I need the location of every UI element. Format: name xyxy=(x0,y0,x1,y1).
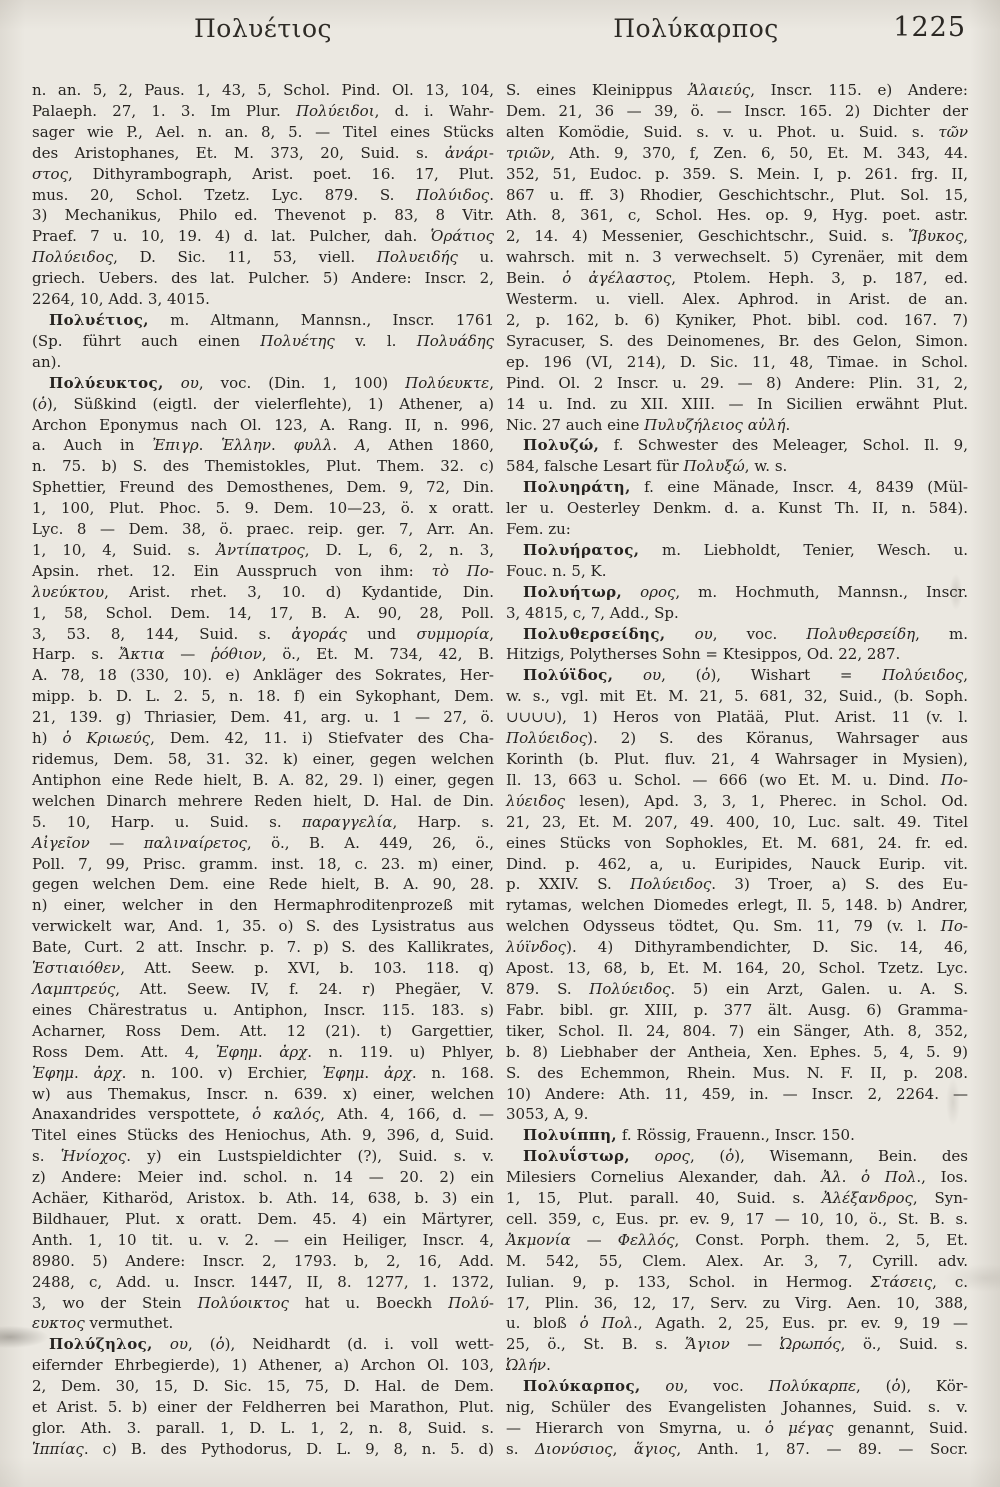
text-line: 25, ö., St. B. s. Ἅγιον — Ὠρωπός, ö., Suid. s. xyxy=(506,1335,968,1354)
text-line: Dem. 21, 36 — 39, ö. — Inscr. 165. 2) Dichter der xyxy=(506,101,968,120)
text-line: tiker, Schol. Il. 24, 804. 7) ein Sänger, Ath. 8, 352, xyxy=(506,1021,968,1040)
greek-text: ὁ xyxy=(215,1335,225,1354)
text-line: A. 78, 18 (330, 10). e) Ankläger des Sokrates, Her- xyxy=(32,666,494,685)
text-line: 21, 23, Et. M. 207, 49. 400, 10, Luc. salt. 49. Titel xyxy=(506,812,968,831)
text-line: Πολύϊδος, ου, (ὁ), Wishart = Πολύειδος, xyxy=(523,666,968,685)
text-line: wahrsch. mit n. 3 verwechselt. 5) Cyrenäer, mit dem xyxy=(506,248,968,267)
dictionary-entry xyxy=(506,1146,968,1376)
text-line: griech. Uebers. des lat. Pulcher. 5) Andere: Inscr. 2, xyxy=(32,269,494,288)
text-line: 584, falsche Lesart für Πολυξώ, w. s. xyxy=(506,457,788,476)
entry-continuation xyxy=(506,80,968,435)
text-line: S. des Echemmon, Rhein. Mus. N. F. II, p. 208. xyxy=(506,1063,968,1082)
entry-headword: Πολυέτιος, xyxy=(49,310,149,329)
greek-text: Στάσεις xyxy=(870,1272,933,1291)
greek-text: Πο xyxy=(940,917,963,936)
greek-text: Πολύ xyxy=(448,1293,489,1312)
text-line: στος, Dithyrambograph, Arist. poet. 16. 17, Plut. xyxy=(32,164,494,183)
greek-text: Ἴβυκος xyxy=(907,227,964,246)
greek-text: Ἐφημ xyxy=(215,1042,258,1061)
text-line: Ross Dem. Att. 4, Ἐφημ. ἀρχ. n. 119. u) Phlyer, xyxy=(32,1042,494,1061)
dictionary-entry xyxy=(506,582,968,624)
greek-text: Αἰγεῖον xyxy=(32,833,90,852)
greek-text: αὐλή xyxy=(747,415,786,434)
dictionary-entry xyxy=(506,540,968,582)
greek-text: Πολύιδος xyxy=(416,185,490,204)
text-line: Πολυίππη, f. Rössig, Frauenn., Inscr. 150. xyxy=(523,1126,855,1145)
text-line: alten Komödie, Suid. s. v. u. Phot. u. Suid. s. τῶν xyxy=(506,122,968,141)
greek-text: Ἡνίοχος xyxy=(60,1147,127,1166)
text-line: mipp. b. D. L. 2. 5, n. 18. f) ein Sykophant, Dem. xyxy=(32,687,494,706)
text-line: nig, Schüler des Evangelisten Johannes, Suid. s. v. xyxy=(506,1398,968,1417)
text-line: Bate, Curt. 2 att. Inschr. p. 7. p) S. des Kallikrates, xyxy=(32,938,494,957)
text-line: 17, Plin. 36, 12, 17, Serv. zu Virg. Aen. 10, 388, xyxy=(506,1293,968,1312)
text-line: — Hierarch von Smyrna, u. ὁ μέγας genannt, Suid. xyxy=(506,1419,968,1437)
text-line: Il. 13, 663 u. Schol. — 666 (wo Et. M. u. Dind. Πο- xyxy=(506,770,968,789)
entry-headword: Πολύευκτος, xyxy=(49,373,164,392)
text-line: Sphettier, Freund des Demosthenes, Dem. 9, 72, Din. xyxy=(32,478,494,497)
greek-text: παλιναίρετος xyxy=(143,833,247,852)
greek-text: ὁ xyxy=(701,666,711,685)
entry-headword: Πολύϊδος, xyxy=(523,666,614,685)
greek-text: Ἐφημ xyxy=(322,1063,365,1082)
text-line: Λαμπτρεύς, Att. Seew. IV, f. 24. r) Phegäer, V. xyxy=(32,979,494,998)
greek-text: λύϊνδος xyxy=(506,938,567,957)
greek-text: ου xyxy=(169,1335,188,1354)
text-line: Πολυηράτη, f. eine Mänade, Inscr. 4, 8439 (Mül- xyxy=(523,478,968,497)
entry-headword: Πολυθερσείδης, xyxy=(523,624,666,643)
entry-headword: Πολύκαρπος, xyxy=(523,1377,641,1396)
entry-headword: Πολυζώ, xyxy=(523,436,600,455)
greek-text: ορος xyxy=(654,1147,690,1166)
greek-text: συμμορία xyxy=(416,624,490,643)
text-line: n) einer, welcher in den Hermaphroditenprozeß mit xyxy=(32,896,494,915)
greek-text: Πολυειδής xyxy=(376,248,458,267)
text-line: 2488, c, Add. u. Inscr. 1447, II, 8. 1277, 1. 1372, xyxy=(32,1272,494,1291)
text-line: Αἰγεῖον — παλιναίρετος, ö., B. A. 449, 26, ö., xyxy=(32,833,494,852)
text-line: Anth. 1, 10 tit. u. v. 2. — ein Heiliger, Inscr. 4, xyxy=(32,1230,494,1249)
greek-text: Α xyxy=(354,436,366,455)
greek-text: ῥόθιον xyxy=(210,645,262,664)
greek-text: λυεύκτου xyxy=(32,582,105,601)
text-line: glor. Ath. 3. parall. 1, D. L. 1, 2, n. 8, Suid. s. xyxy=(32,1419,494,1437)
text-line: Ἑστιαιόθεν, Att. Seew. p. XVI, b. 103. 118. q) xyxy=(32,959,494,978)
greek-text: Διονύσιος xyxy=(535,1439,613,1458)
text-line: mus. 20, Schol. Tzetz. Lyc. 879. S. Πολύιδος. xyxy=(32,185,494,204)
dictionary-entry xyxy=(506,1125,968,1146)
text-line: eines Stücks von Sophokles, Et. M. 681, 24. fr. ed. xyxy=(506,833,968,852)
text-line: 879. S. Πολύειδος. 5) ein Arzt, Galen. u. A. S. xyxy=(506,979,968,998)
text-line: Ath. 8, 361, c, Schol. Hes. op. 9, Hyg. poet. astr. xyxy=(506,206,968,225)
text-line: Πολύευκτος, ου, voc. (Din. 1, 100) Πολύευκτε, xyxy=(49,373,494,392)
text-line: (ὁ), Süßkind (eigtl. der vielerflehte), 1) Athener, a) xyxy=(32,394,494,413)
page-number: 1225 xyxy=(893,12,966,43)
text-line: s. Διονύσιος, ἅγιος, Anth. 1, 87. — 89. — Socr. xyxy=(506,1439,968,1458)
text-line: verwickelt war, And. 1, 35. o) S. des Lysistratus aus xyxy=(32,917,494,936)
greek-text: ὁ xyxy=(252,1105,262,1124)
greek-text: Πολύοικτος xyxy=(197,1293,289,1312)
greek-text: ἀρχ xyxy=(279,1042,308,1061)
text-line: a. Auch in Ἐπιγρ. Ἑλλην. φυλλ. Α, Athen 1860, xyxy=(32,436,495,455)
greek-text: Κριωεύς xyxy=(86,729,151,748)
entry-headword: Πολυηράτη, xyxy=(523,478,631,497)
greek-text: Πολύειδος xyxy=(882,666,964,685)
text-line: Lyc. 8 — Dem. 38, ö. praec. reip. ger. 7, Arr. An. xyxy=(32,520,494,539)
greek-text: ἀρχ xyxy=(93,1063,122,1082)
text-line: Bein. ὁ ἀγέλαστος, Ptolem. Heph. 3, p. 187, ed. xyxy=(506,269,968,288)
text-column-right xyxy=(506,80,968,1460)
text-line: z) Andere: Meier ind. schol. n. 14 — 20. 2) ein xyxy=(32,1168,494,1187)
text-line: (Sp. führt auch einen Πολυέτης v. l. Πολυάδης xyxy=(32,331,494,350)
dictionary-entry xyxy=(506,435,968,477)
text-line: Πολύζηλος, ου, (ὁ), Neidhardt (d. i. voll wett- xyxy=(49,1335,494,1354)
greek-text: Πολυξώ xyxy=(683,457,745,476)
text-line: eines Chärestratus u. Antiphon, Inscr. 115. 183. s) xyxy=(32,1000,494,1019)
greek-text: ὁ xyxy=(725,1147,735,1166)
greek-text: Πολύκαρπε xyxy=(768,1377,857,1396)
greek-text: Πολύειδος xyxy=(589,979,671,998)
greek-text: ὁ xyxy=(764,1419,774,1437)
greek-text: Πολύειδος xyxy=(506,729,588,748)
text-line: 3053, A, 9. xyxy=(506,1105,589,1124)
text-line: λύϊνδος). 4) Dithyrambendichter, D. Sic. 14, 46, xyxy=(506,938,968,957)
greek-text: ἀρχ xyxy=(383,1063,412,1082)
text-line: 14 u. Ind. zu XII. XIII. — In Sicilien erwähnt Plut. xyxy=(506,394,968,413)
text-line: Apsin. rhet. 12. Ein Ausspruch von ihm: τὸ Πο- xyxy=(32,561,494,580)
text-line: Praef. 7 u. 10, 19. 4) d. lat. Pulcher, dah. Ὁράτιος xyxy=(32,227,494,246)
text-line: eifernder Ehrbegierde), 1) Athener, a) Archon Ol. 103, xyxy=(32,1356,494,1375)
greek-text: ου xyxy=(180,373,199,392)
greek-text: Πολύειδος xyxy=(630,875,712,894)
greek-text: Ἑλλην xyxy=(221,436,272,455)
greek-text: ὁ xyxy=(62,729,72,748)
greek-text: Πο xyxy=(940,770,963,789)
text-line: 2, Dem. 30, 15, D. Sic. 15, 75, D. Hal. de Dem. xyxy=(32,1377,494,1396)
greek-text: Ἐπιγρ xyxy=(152,436,199,455)
greek-text: ου xyxy=(665,1377,684,1396)
text-line: Πολυέτιος, m. Altmann, Mannsn., Inscr. 1761 xyxy=(49,310,494,329)
text-line: Iulian. 9, p. 133, Schol. in Hermog. Στάσεις, c. xyxy=(506,1272,968,1291)
greek-text: Πολύειδος xyxy=(32,248,114,267)
greek-text: ὁ xyxy=(562,269,572,288)
greek-text: φυλλ xyxy=(293,436,333,455)
text-line: Achäer, Kitharöd, Aristox. b. Ath. 14, 638, b. 3) ein xyxy=(32,1189,494,1208)
greek-text: Ἱππίας xyxy=(32,1439,84,1458)
text-line: h) ὁ Κριωεύς, Dem. 42, 11. i) Stiefvater des Cha- xyxy=(32,729,495,748)
text-line: Πολυήτωρ, ορος, m. Hochmuth, Mannsn., Inscr. xyxy=(523,582,968,601)
greek-text: Ὠρωπός xyxy=(779,1335,841,1354)
greek-text: μέγας xyxy=(788,1419,834,1437)
running-header-left-keyword: Πολυέτιος xyxy=(193,14,333,43)
greek-text: ὁ xyxy=(861,1168,871,1187)
text-column-left xyxy=(32,80,494,1460)
text-line: n. an. 5, 2, Paus. 1, 43, 5, Schol. Pind. Ol. 13, 104, xyxy=(32,81,494,99)
entry-headword: Πολυήτωρ, xyxy=(523,582,623,601)
text-line: Antiphon eine Rede hielt, B. A. 82, 29. l) einer, gegen xyxy=(32,770,494,789)
text-line: Πολυθερσείδης, ου, voc. Πολυθερσείδη, m. xyxy=(523,624,968,643)
text-line: 8980. 5) Andere: Inscr. 2, 1793. b, 2, 16, Add. xyxy=(32,1251,494,1270)
text-line: 3) Mechanikus, Philo ed. Thevenot p. 83, 8 Vitr. xyxy=(32,206,494,225)
text-line: 10) Andere: Ath. 11, 459, in. — Inscr. 2, 2264. — xyxy=(506,1084,968,1103)
greek-text: Πολύειδοι xyxy=(295,101,375,120)
text-line: Ἱππίας. c) B. des Pythodorus, D. L. 9, 8, n. 5. d) xyxy=(32,1439,494,1458)
text-line: et Arist. 5. b) einer der Feldherren bei Marathon, Plut. xyxy=(32,1398,494,1417)
text-line: 2, 14. 4) Messenier, Geschichtschr., Suid. s. Ἴβυκος, xyxy=(506,227,968,246)
text-line: Πολύειδος, D. Sic. 11, 53, viell. Πολυειδής u. xyxy=(32,248,494,267)
text-line: Syracuser, S. des Deinomenes, Br. des Gelon, Simon. xyxy=(506,331,968,350)
greek-text: Ἅγιον xyxy=(685,1335,730,1354)
text-line: 5. 10, Harp. u. Suid. s. παραγγελία, Harp. s. xyxy=(32,812,494,831)
text-line: 1, 10, 4, Suid. s. Ἀντίπατρος, D. L, 6, 2, n. 3, xyxy=(32,540,494,559)
text-line: Fem. zu: xyxy=(506,520,571,539)
dictionary-entry xyxy=(32,310,494,373)
text-line: ep. 196 (VI, 214), D. Sic. 11, 48, Timae. in Schol. xyxy=(506,352,968,371)
text-line: Ἀκμονία — Φελλός, Const. Porph. them. 2, 5, Et. xyxy=(506,1230,968,1249)
text-line: Palaeph. 27, 1. 3. Im Plur. Πολύειδοι, d. i. Wahr- xyxy=(32,101,494,120)
text-line: 1, 100, Plut. Phoc. 5. 9. Dem. 10—23, ö. x oratt. xyxy=(32,499,494,518)
greek-text: Λαμπτρεύς xyxy=(32,979,116,998)
text-line: b. 8) Liebhaber der Antheia, Xen. Ephes. 5, 4, 5. 9) xyxy=(506,1042,968,1061)
text-line: ∪∪∪∪), 1) Heros von Platää, Plut. Arist. 11 (v. l. xyxy=(506,708,968,727)
entry-headword: Πολυήρατος, xyxy=(523,540,640,559)
greek-text: Ἁλαιεύς xyxy=(688,81,751,99)
dictionary-entry xyxy=(32,1334,494,1459)
text-line: Πολυζώ, f. Schwester des Meleager, Schol. Il. 9, xyxy=(523,436,968,455)
text-line: cell. 359, c, Eus. pr. ev. 9, 17 — 10, 10, ö., St. B. s. xyxy=(506,1209,968,1228)
greek-text: ἀνάρι xyxy=(444,143,489,162)
text-line: u. bloß ὁ Πολ., Agath. 2, 25, Eus. pr. ev. 9, 19 — xyxy=(506,1314,969,1333)
text-line: λύειδος lesen), Apd. 3, 3, 1, Pherec. in Schol. Od. xyxy=(506,791,968,810)
text-line: Pind. Ol. 2 Inscr. u. 29. — 8) Andere: Plin. 31, 2, xyxy=(506,373,968,392)
text-line: an). xyxy=(32,352,62,371)
text-line: Fabr. bibl. gr. XIII, p. 377 ält. Ausg. 6) Gramma- xyxy=(506,1000,968,1019)
text-line: 1, 15, Plut. parall. 40, Suid. s. Ἀλέξανδρος, Syn- xyxy=(506,1189,968,1208)
dictionary-entry xyxy=(506,477,968,540)
text-line: n. 75. b) S. des Themistokles, Plut. Them. 32. c) xyxy=(32,457,494,476)
greek-text: ορος xyxy=(640,582,676,601)
greek-text: ου xyxy=(642,666,662,685)
text-line: Ὠλήν. xyxy=(506,1356,551,1375)
dictionary-entry xyxy=(32,373,494,1335)
entry-headword: Πολυΐστωρ, xyxy=(523,1147,630,1166)
dictionary-entry xyxy=(506,624,968,666)
text-line: 21, 139. g) Thriasier, Dem. 41, arg. u. 1 — 27, ö. xyxy=(32,708,494,727)
text-line: 2264, 10, Add. 3, 4015. xyxy=(32,290,210,309)
greek-text: Ἀλέξανδρος xyxy=(821,1189,913,1208)
text-line: Acharner, Ross Dem. Att. 12 (21). t) Gargettier, xyxy=(32,1021,494,1040)
greek-text: Πο xyxy=(466,561,489,580)
text-line: 1, 58, Schol. Dem. 14, 17, B. A. 90, 28, Poll. xyxy=(32,603,494,622)
dictionary-entry xyxy=(506,665,968,1125)
running-header-right-keyword: Πολύκαρπος xyxy=(613,14,779,43)
text-line: Hitzigs, Polytherses Sohn = Ktesippos, Od. 22, 287. xyxy=(506,645,901,664)
greek-text: Πολυέτης xyxy=(260,331,335,350)
greek-text: ὁ xyxy=(579,1314,589,1333)
greek-text: στος xyxy=(32,164,68,183)
greek-text: Πολυάδης xyxy=(416,331,494,350)
text-line: gegen welchen Dem. eine Rede hielt, B. A. 90, 28. xyxy=(32,875,494,894)
text-line: Πολύειδος). 2) S. des Köranus, Wahrsager aus xyxy=(506,729,968,748)
text-line: S. eines Kleinippus Ἁλαιεύς, Inscr. 115. e) Andere: xyxy=(506,81,968,99)
text-line: Dind. p. 462, a, u. Euripides, Nauck Eurip. vit. xyxy=(506,854,968,873)
text-line: welchen Odysseus tödtet, Qu. Sm. 11, 79 (v. l. Πο- xyxy=(506,917,968,936)
greek-text: Ὁράτιος xyxy=(430,227,494,246)
greek-text: τὸ xyxy=(431,561,449,580)
text-line: s. Ἡνίοχος. y) ein Lustspieldichter (?), Suid. s. v. xyxy=(32,1147,494,1166)
text-line: w. s., vgl. mit Et. M. 21, 5. 681, 32, Suid., (b. Soph. xyxy=(506,687,968,706)
text-line: Fouc. n. 5, K. xyxy=(506,561,607,580)
text-line: M. 542, 55, Clem. Alex. Ar. 3, 7, Cyrill. adv. xyxy=(506,1251,968,1270)
entry-continuation xyxy=(32,80,494,310)
greek-text: παραγγελία xyxy=(302,812,393,831)
text-line: 2, p. 162, b. 6) Kyniker, Phot. bibl. cod. 167. 7) xyxy=(506,310,968,329)
greek-text: καλός xyxy=(273,1105,321,1124)
greek-text: Πολυθερσείδη xyxy=(806,624,916,643)
text-line: Apost. 13, 68, b, Et. M. 164, 20, Schol. Tzetz. Lyc. xyxy=(506,959,968,978)
greek-text: Ἀλ xyxy=(821,1168,842,1187)
greek-text: λύειδος xyxy=(506,791,566,810)
text-line: Bildhauer, Plut. x oratt. Dem. 45. 4) ein Märtyrer, xyxy=(32,1209,494,1228)
text-line: Westerm. u. viell. Alex. Aphrod. in Arist. de an. xyxy=(506,290,968,309)
greek-text: Πολ xyxy=(884,1168,917,1187)
text-line: 867 u. ff. 3) Rhodier, Geschichtschr., Plut. Sol. 15, xyxy=(506,185,968,204)
greek-text: Πολ xyxy=(601,1314,634,1333)
text-line: Titel eines Stücks des Heniochus, Ath. 9, 396, d, Suid. xyxy=(32,1126,494,1145)
text-line: ευκτος vermuthet. xyxy=(32,1314,174,1333)
text-line: 3, 53. 8, 144, Suid. s. ἀγοράς und συμμορία, xyxy=(32,624,494,643)
text-line: 3, wo der Stein Πολύοικτος hat u. Boeckh Πολύ- xyxy=(32,1293,494,1312)
text-line: Harp. s. Ἄκτια — ῥόθιον, ö., Et. M. 734, 42, B. xyxy=(32,645,494,664)
greek-text: Ἐφημ xyxy=(32,1063,75,1082)
greek-text: ἀγοράς xyxy=(291,624,347,643)
dictionary-entry xyxy=(506,1376,968,1460)
greek-text: ευκτος xyxy=(32,1314,85,1333)
text-line: sager wie P., Ael. n. an. 8, 5. — Titel eines Stücks xyxy=(32,122,494,141)
greek-text: Πολύευκτε xyxy=(405,373,490,392)
text-line: 352, 51, Eudoc. p. 359. S. Mein. I, p. 261. frg. II, xyxy=(506,164,968,183)
text-line: Ἐφημ. ἀρχ. n. 100. v) Erchier, Ἐφημ. ἀρχ. n. 168. xyxy=(32,1063,494,1082)
greek-text: τριῶν xyxy=(506,143,551,162)
greek-text: ἀγέλαστος xyxy=(588,269,672,288)
entry-headword: Πολυίππη, xyxy=(523,1126,618,1145)
entry-headword: Πολύζηλος, xyxy=(49,1335,153,1354)
text-line: τριῶν, Ath. 9, 370, f, Zen. 6, 50, Et. M. 343, 44. xyxy=(506,143,968,162)
text-line: Πολύκαρπος, ου, voc. Πολύκαρπε, (ὁ), Kör- xyxy=(523,1377,968,1396)
text-line: welchen Dinarch mehrere Reden hielt, D. Hal. de Din. xyxy=(32,791,494,810)
text-line: w) aus Themakus, Inscr. n. 639. x) einer, welchen xyxy=(32,1084,494,1103)
greek-text: Ἄκτια xyxy=(119,645,165,664)
text-line: Anaxandrides verspottete, ὁ καλός, Ath. 4, 166, d. — xyxy=(32,1105,494,1124)
text-line: Πολυΐστωρ, ορος, (ὁ), Wisemann, Bein. des xyxy=(523,1147,968,1166)
text-line: ler u. Oesterley Denkm. d. a. Kunst Th. II, n. 584). xyxy=(506,499,968,518)
greek-text: Ἀκμονία xyxy=(506,1230,571,1249)
greek-text: ὁ xyxy=(891,1377,901,1396)
text-line: rytamas, welchen Diomedes erlegt, Il. 5, 148. b) Andrer, xyxy=(506,896,968,915)
greek-text: Πυλυζήλειος xyxy=(644,415,743,434)
text-line: Korinth (b. Plut. fluv. 21, 4 Wahrsager in Mysien), xyxy=(506,750,968,768)
greek-text: ὁ xyxy=(37,394,47,413)
text-line: λυεύκτου, Arist. rhet. 3, 10. d) Kydantide, Din. xyxy=(32,582,494,601)
greek-text: Φελλός xyxy=(617,1230,675,1249)
greek-text: ἅγιος xyxy=(633,1439,677,1458)
text-line: Archon Eponymus nach Ol. 123, A. Rang. II, n. 996, xyxy=(32,415,494,434)
text-line: 3, 4815, c, 7, Add., Sp. xyxy=(506,603,679,622)
text-line: Milesiers Cornelius Alexander, dah. Ἀλ. ὁ Πολ., Ios. xyxy=(506,1168,968,1187)
greek-text: ου xyxy=(694,624,713,643)
greek-text: τῶν xyxy=(938,122,968,141)
text-line: Poll. 7, 99, Prisc. gramm. inst. 18, c. 23. m) einer, xyxy=(32,854,494,873)
text-line: des Aristophanes, Et. M. 373, 20, Suid. s. ἀνάρι- xyxy=(32,143,494,162)
text-line: Πολυήρατος, m. Liebholdt, Tenier, Wesch. u. xyxy=(523,540,968,559)
text-line: p. XXIV. S. Πολύειδος. 3) Troer, a) S. des Eu- xyxy=(506,875,968,894)
text-line: ridemus, Dem. 58, 31. 32. k) einer, gegen welchen xyxy=(32,750,494,768)
greek-text: Ἑστιαιόθεν xyxy=(32,959,121,978)
text-line: Nic. 27 auch eine Πυλυζήλειος αὐλή. xyxy=(506,415,791,434)
greek-text: Ἀντίπατρος xyxy=(216,540,305,559)
greek-text: Ὠλήν xyxy=(506,1356,547,1375)
